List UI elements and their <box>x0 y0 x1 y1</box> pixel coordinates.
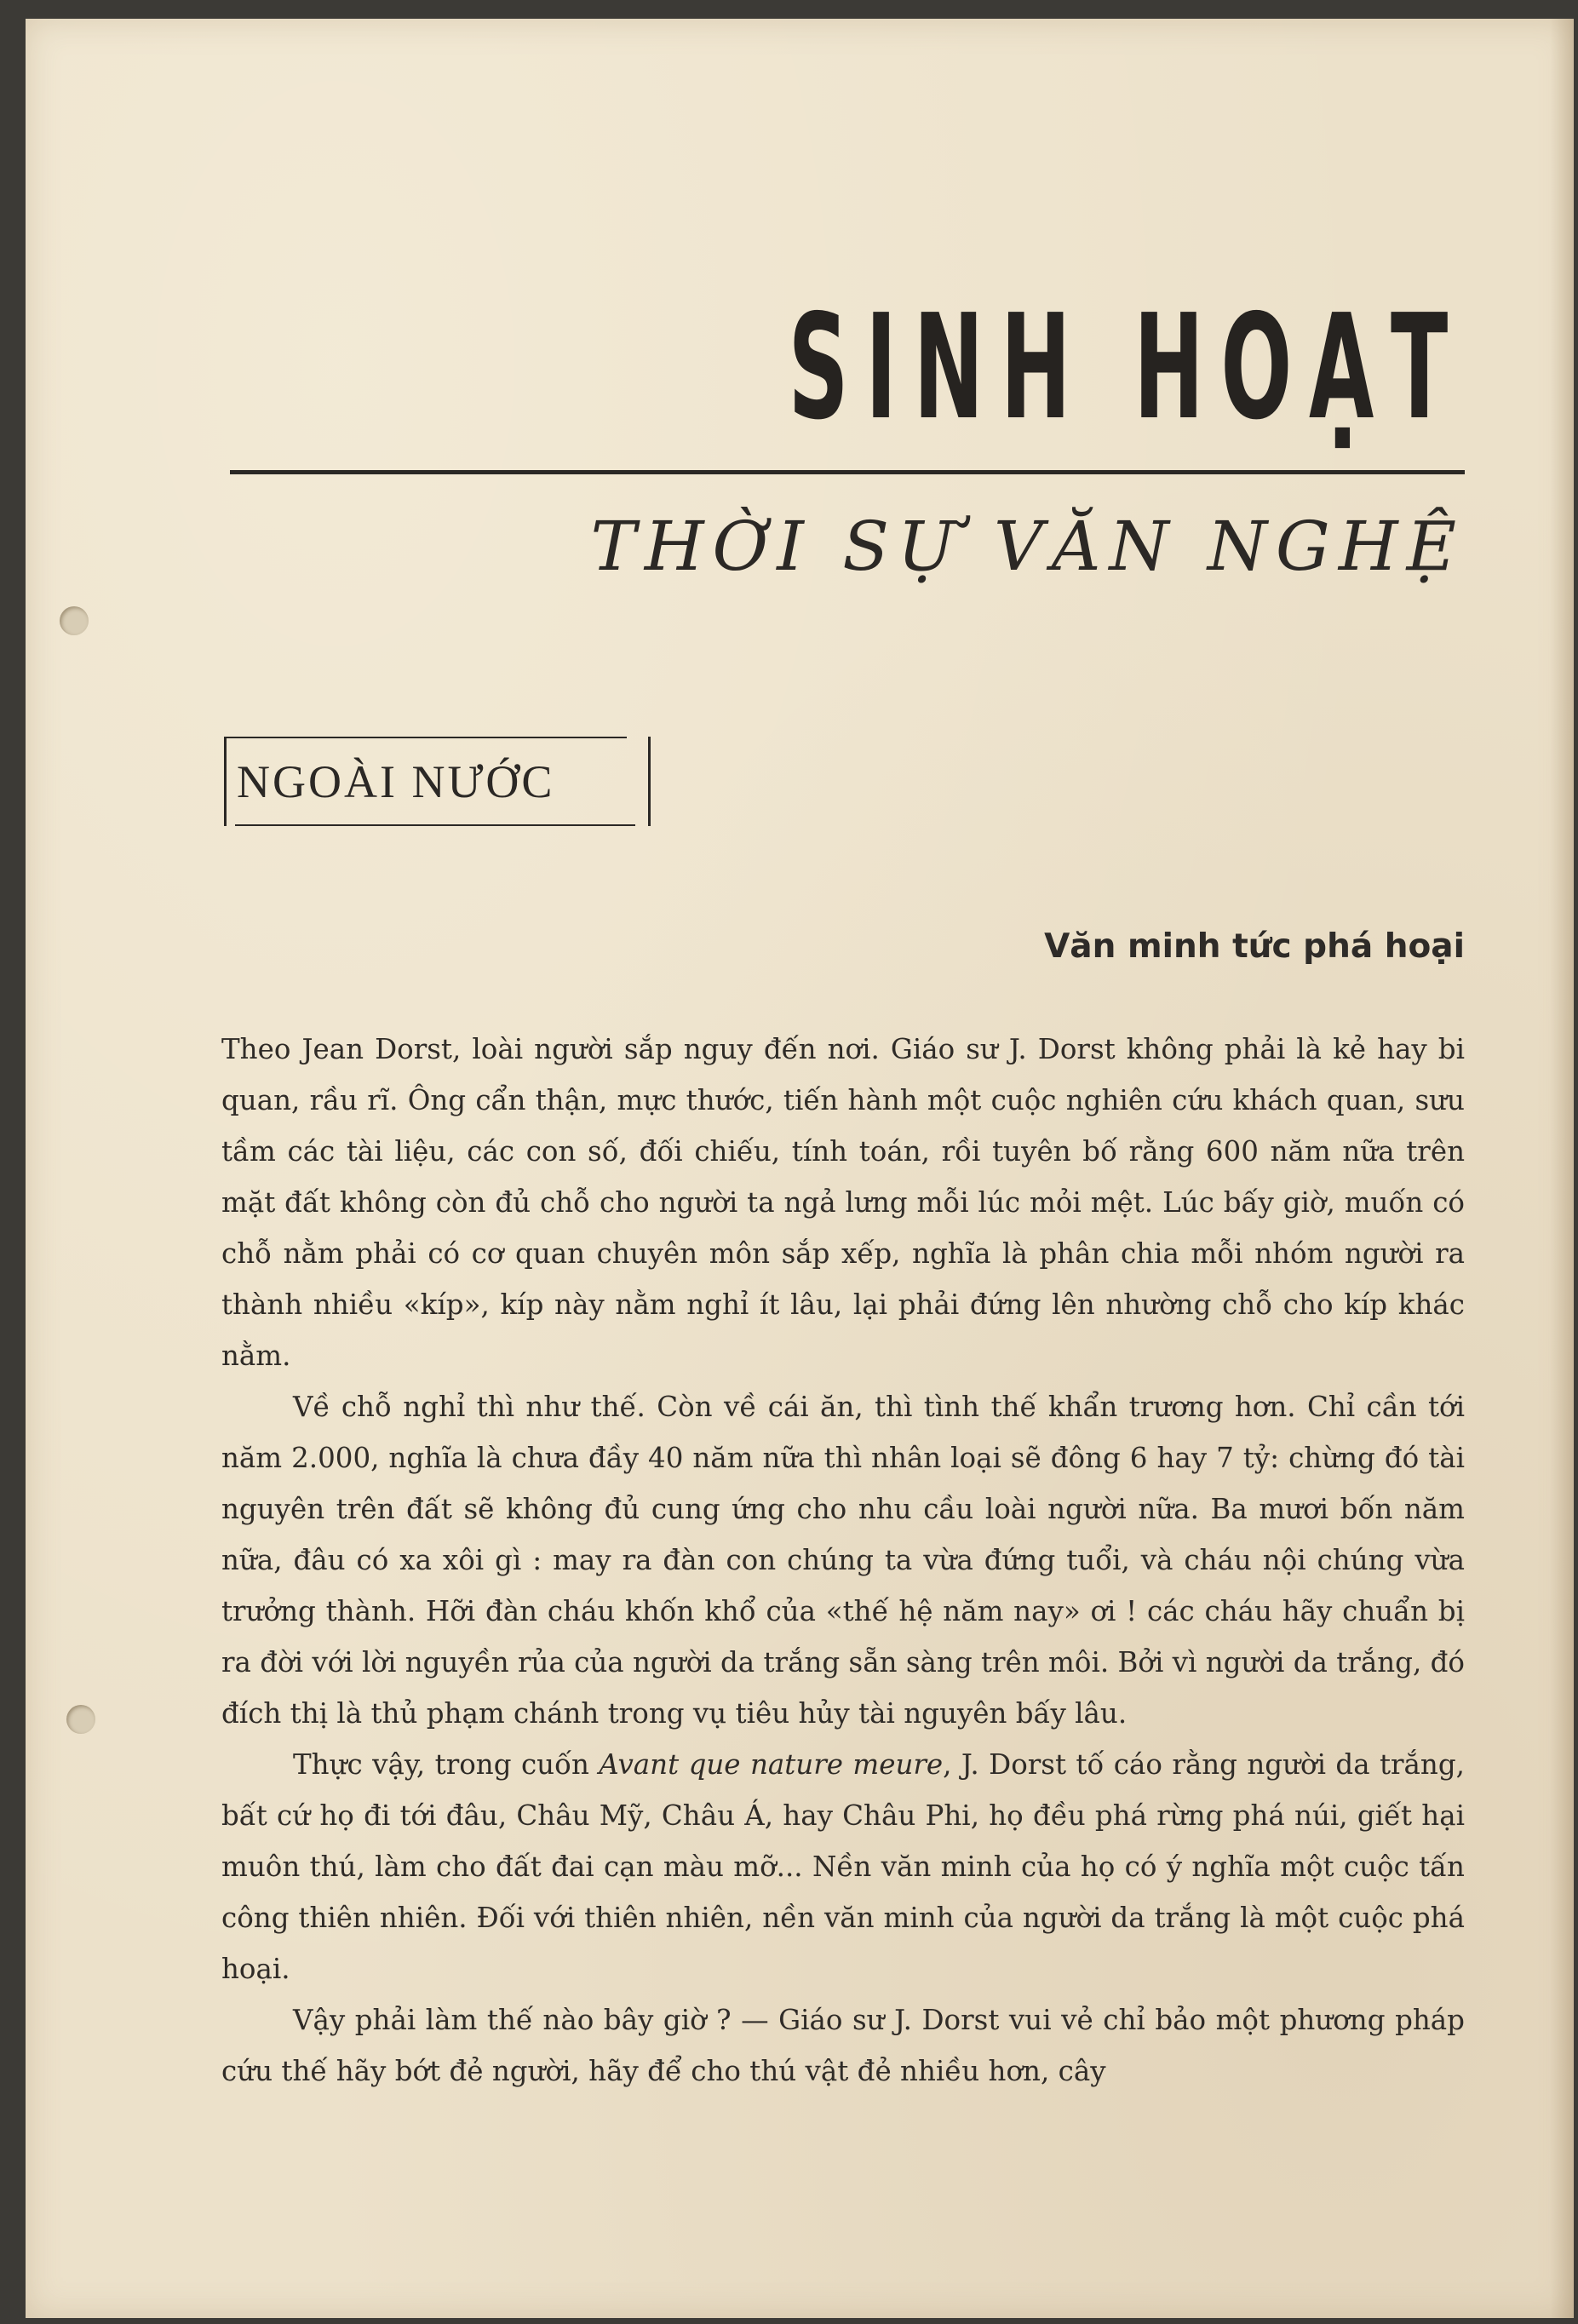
page-edge-shadow <box>1550 19 1574 2318</box>
paragraph: Theo Jean Dorst, loài người sắp nguy đến nơi. Giáo sư J. Dorst không phải là kẻ hay bi quan, rầu rĩ. Ông cẩn thận, mực thước, tiến hành một cuộc nghiên cứu khách quan, sưu tầm các tài liệu, các con số, đối chiếu, tính toán, rồi tuyên bố rằng 600 năm nữa trên mặt đất không còn đủ chỗ cho người ta ngả lưng mỗi lúc mỏi mệt. Lúc bấy giờ, muốn có chỗ nằm phải có cơ quan chuyên môn sắp xếp, nghĩa là phân chia mỗi nhóm người ra thành nhiều «kíp», kíp này nằm nghỉ ít lâu, lại phải đứng lên nhường chỗ cho kíp khác nằm. <box>221 1033 1465 1372</box>
section-heading-box <box>224 737 651 826</box>
masthead-title: SINH HOẠT <box>788 284 1465 452</box>
paragraph: Vậy phải làm thế nào bây giờ ? — Giáo sư J. Dorst vui vẻ chỉ bảo một phương pháp cứu thế hãy bớt đẻ người, hãy để cho thú vật đẻ nhiều hơn, cây <box>221 2004 1465 2087</box>
paragraph <box>221 1739 1465 1994</box>
article-title: Văn minh tức phá hoại <box>1044 927 1465 966</box>
magazine-page <box>26 19 1574 2318</box>
section-heading: NGOÀI NƯỚC <box>237 756 555 807</box>
punch-hole <box>60 606 89 635</box>
punch-hole <box>66 1705 95 1734</box>
paragraph-text: Thực vậy, trong cuốn <box>293 1748 600 1781</box>
article-body <box>221 1024 1465 2097</box>
masthead-subtitle: THỜI SỰ VĂN NGHỆ <box>590 507 1465 586</box>
masthead-rule <box>230 470 1465 474</box>
paragraph-text: , J. Dorst tố cáo rằng người da trắng, bất cứ họ đi tới đâu, Châu Mỹ, Châu Á, hay Châu Phi, họ đều phá rừng phá núi, giết hại muôn thú, làm cho đất đai cạn màu mỡ... Nền văn minh của họ có ý nghĩa một cuộc tấn công thiên nhiên. Đối với thiên nhiên, nền văn minh của người da trắng là một cuộc phá hoại. <box>221 1748 1466 1985</box>
book-title: Avant que nature meure <box>599 1748 944 1781</box>
paragraph: Về chỗ nghỉ thì như thế. Còn về cái ăn, thì tình thế khẩn trương hơn. Chỉ cần tới năm 2.000, nghĩa là chưa đầy 40 năm nữa thì nhân loại sẽ đông 6 hay 7 tỷ: chừng đó tài nguyên trên đất sẽ không đủ cung ứng cho nhu cầu loài người nữa. Ba mươi bốn năm nữa, đâu có xa xôi gì : may ra đàn con chúng ta vừa đứng tuổi, và cháu nội chúng vừa trưởng thành. Hỡi đàn cháu khốn khổ của «thế hệ năm nay» ơi ! các cháu hãy chuẩn bị ra đời với lời nguyền rủa của người da trắng sẵn sàng trên môi. Bởi vì người da trắng, đó đích thị là thủ phạm chánh trong vụ tiêu hủy tài nguyên bấy lâu. <box>221 1391 1465 1730</box>
